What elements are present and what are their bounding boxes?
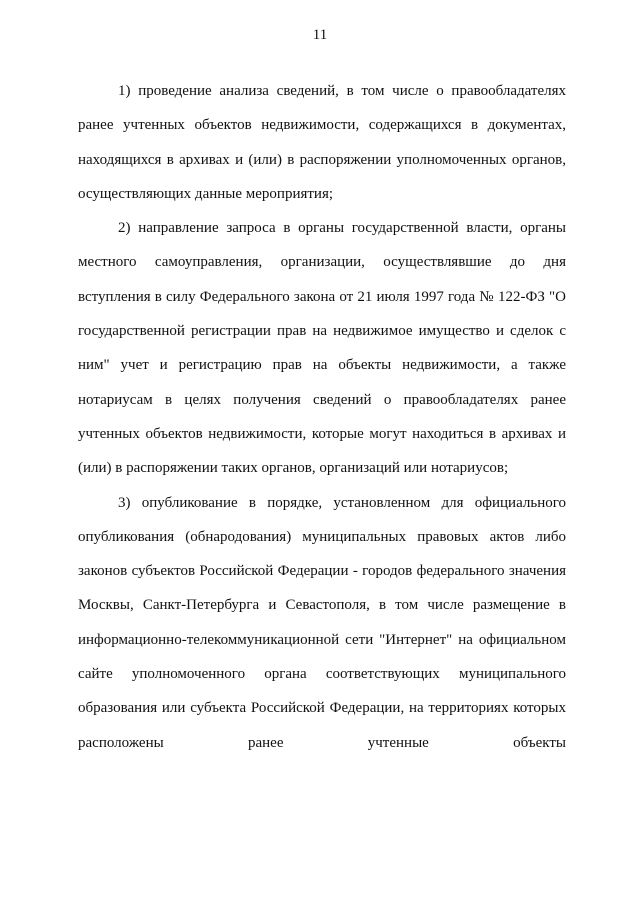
document-body bbox=[78, 74, 566, 760]
page-number: 11 bbox=[312, 27, 328, 43]
paragraph-item-3: 3) опубликование в порядке, установленном для официального опубликования (обнародования) муниципальных правовых актов либо законов субъектов Российской Федерации - городов федерального значения Москвы, Санкт-Петербурга и Севастополя, в том числе размещение в информационно-телекоммуникационной сети "Интернет" на официальном сайте уполномоченного органа соответствующих муниципального образования или субъекта Российской Федерации, на территориях которых расположены ранее учтенные объекты bbox=[78, 494, 566, 751]
paragraph-item-1: 1) проведение анализа сведений, в том числе о правообладателях ранее учтенных объектов недвижимости, содержащихся в документах, находящихся в архивах и (или) в распоряжении уполномоченных органов, осуществляющих данные мероприятия; bbox=[78, 83, 566, 202]
paragraph-item-2: 2) направление запроса в органы государственной власти, органы местного самоуправления, организации, осуществлявшие до дня вступления в силу Федерального закона от 21 июля 1997 года № 122-ФЗ "О государственной регистрации прав на недвижимое имущество и сделок с ним" учет и регистрацию прав на объекты недвижимости, а также нотариусам в целях получения сведений о правообладателях ранее учтенных объектов недвижимости, которые могут находиться в архивах и (или) в распоряжении таких органов, организаций или нотариусов; bbox=[78, 220, 566, 477]
